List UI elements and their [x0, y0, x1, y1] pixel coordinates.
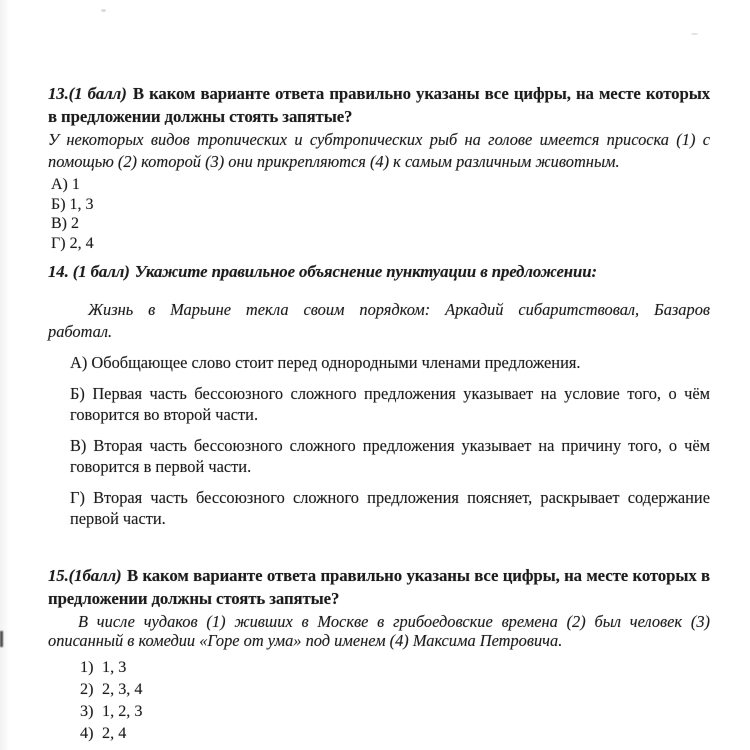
scan-speck: [691, 33, 698, 35]
question-14-option-a: [70, 352, 710, 374]
question-13-title: В каком варианте ответа правильно указаны все цифры, на месте которых в предложении должны стоять запятые?: [48, 84, 710, 126]
option-label: Г): [70, 487, 85, 507]
question-14-passage: Жизнь в Марьине текла своим порядком: Аркадий сибаритствовал, Базаров работал.: [48, 300, 710, 341]
question-13-option-b: [51, 195, 710, 215]
question-15-number: 15.(1балл): [48, 565, 122, 585]
option-text: 1, 3: [102, 657, 127, 676]
option-text: Вторая часть бессоюзного сложного предложения указывает на причину того, о чём говорится в первой части.: [70, 435, 710, 476]
question-15-heading: [48, 564, 710, 610]
option-label: В): [51, 215, 67, 232]
question-13-option-v: [51, 214, 710, 234]
question-14: [48, 260, 710, 530]
question-14-option-b: [70, 383, 710, 426]
question-15-option-3: [80, 700, 710, 722]
option-label: Г): [51, 234, 66, 252]
option-label: 1): [80, 657, 94, 676]
option-text: 2, 4: [69, 234, 94, 252]
option-text: 1, 2, 3: [102, 702, 143, 721]
question-13-option-g: [51, 234, 710, 254]
question-13-heading: [48, 82, 710, 128]
option-text: 2, 4: [102, 724, 127, 743]
question-14-option-v: [70, 435, 710, 478]
test-content: [48, 82, 710, 745]
option-text: Первая часть бессоюзного сложного предложения указывает на условие того, о чём говорится во второй части.: [70, 383, 710, 424]
question-15-option-2: [80, 678, 710, 700]
question-13-passage: У некоторых видов тропических и субтропических рыб на голове имеется присоска (1) с помощью (2) которой (3) они прикрепляются (4) к самым различным животным.: [48, 130, 710, 171]
scan-edge-artifact: [0, 631, 3, 647]
option-text: 1: [71, 176, 80, 193]
question-14-number: 14. (1 балл): [48, 262, 130, 281]
option-label: 4): [80, 724, 94, 743]
question-15-passage: В числе чудаков (1) живших в Москве в грибоедовские времена (2) был человек (3) описанный в комедии «Горе от ума» под именем (4) Максима Петровича.: [48, 611, 710, 650]
option-text: 1, 3: [69, 195, 94, 213]
option-label: А): [51, 176, 68, 193]
question-14-title: Укажите правильное объяснение пунктуации в предложении:: [134, 262, 597, 281]
question-15-option-4: [80, 722, 710, 744]
option-label: 2): [80, 679, 94, 698]
question-14-option-g: [70, 487, 710, 530]
question-13: [48, 82, 710, 253]
question-13-option-a: [51, 175, 710, 195]
option-text: 2: [71, 215, 79, 232]
question-13-options: [51, 175, 710, 253]
question-15-option-1: [80, 656, 710, 678]
question-15-options: [80, 656, 710, 745]
option-text: 2, 3, 4: [102, 679, 143, 698]
question-13-number: 13.(1 балл): [48, 84, 127, 103]
question-14-heading: [48, 260, 710, 283]
option-label: А): [70, 353, 88, 372]
option-label: В): [70, 435, 87, 455]
option-text: Обобщающее слово стоит перед однородными членами предложения.: [91, 353, 581, 372]
question-15-title: В каком варианте ответа правильно указаны все цифры, на месте которых в предложении должны стоять запятые?: [48, 565, 710, 608]
option-label: Б): [70, 383, 85, 403]
option-text: Вторая часть бессоюзного сложного предложения поясняет, раскрывает содержание первой части.: [70, 487, 710, 528]
question-15: [48, 564, 710, 745]
option-label: 3): [80, 702, 94, 721]
option-label: Б): [51, 195, 66, 213]
scan-speck: [101, 9, 106, 12]
